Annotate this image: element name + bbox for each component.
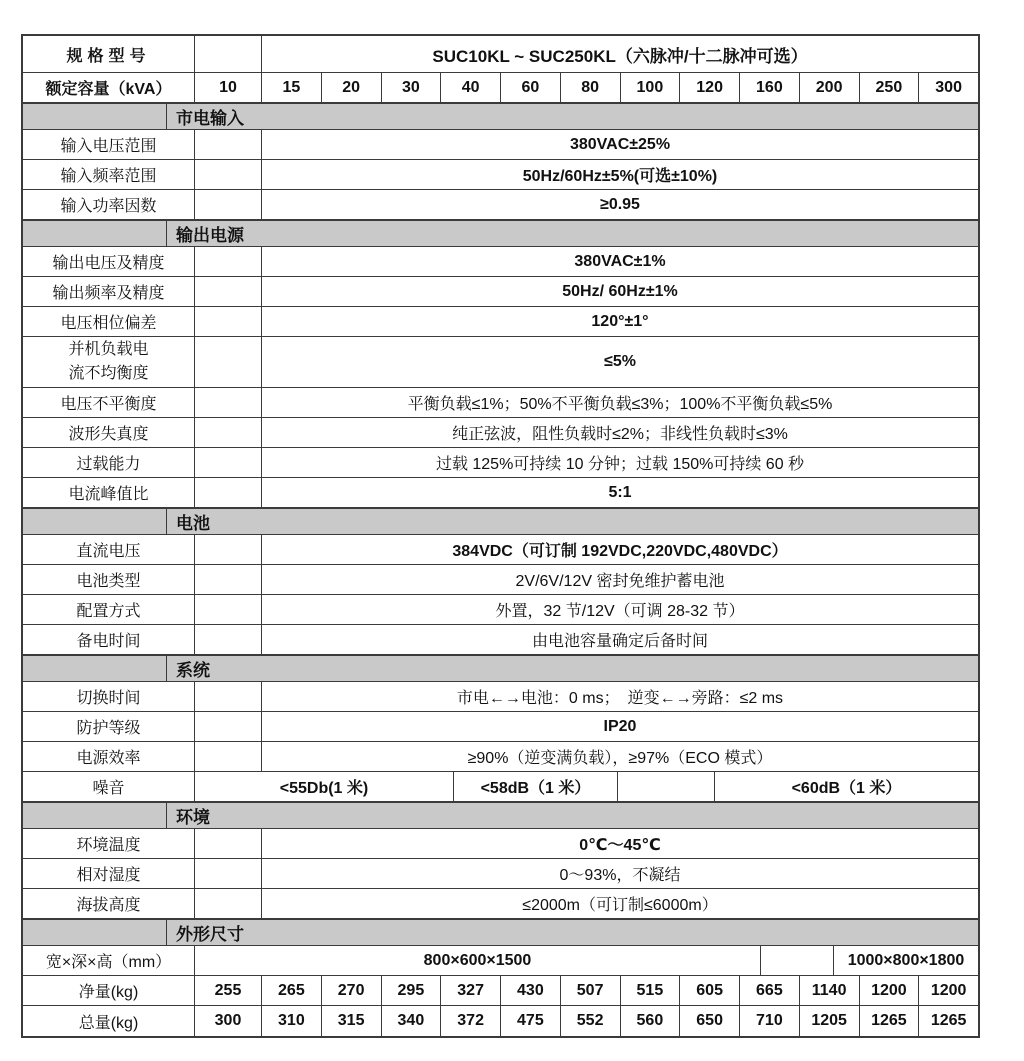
section-dimensions [23, 919, 978, 946]
section-pad [23, 656, 167, 681]
gross-weight-value: 1265 [930, 1012, 967, 1029]
noise-value-medium: <58dB（1 米） [454, 772, 618, 801]
model-label: 规格型号 [23, 36, 195, 72]
gross-weight-value: 650 [680, 1006, 740, 1036]
row-label: 电池类型 [23, 565, 195, 594]
row-value: ≤2000m（可订制≤6000m） [522, 897, 718, 914]
row-value: 50Hz/60Hz±5%(可选±10%) [522, 168, 718, 185]
row-parallel-load-imbalance [23, 337, 978, 388]
row-value: IP20 [603, 717, 637, 735]
net-weight-value: 1200 [930, 981, 967, 999]
empty-cell [195, 307, 262, 336]
section-output-power [23, 220, 978, 247]
empty-cell [195, 859, 262, 888]
net-weight-value: 270 [322, 976, 382, 1005]
row-input-voltage-range [23, 130, 978, 160]
row-value: 5:1 [608, 483, 632, 501]
section-title: 电池 [176, 514, 210, 533]
row-label: 波形失真度 [23, 418, 195, 447]
row-transfer-time [23, 682, 978, 712]
section-pad [23, 803, 167, 828]
row-crest-factor [23, 478, 978, 508]
row-backup-time [23, 625, 978, 655]
row-model [23, 36, 978, 73]
row-voltage-imbalance [23, 388, 978, 418]
label-line-2: 流不均衡度 [68, 365, 149, 382]
row-efficiency [23, 742, 978, 772]
dimensions-small-models: 800×600×1500 [195, 946, 761, 975]
row-value: 0℃～45℃ [579, 837, 661, 854]
row-value: 外置，32 节/12V（可调 28-32 节） [495, 603, 745, 620]
row-output-voltage [23, 247, 978, 277]
section-mains-input [23, 103, 978, 130]
row-label-text [68, 338, 148, 386]
empty-cell [761, 946, 834, 975]
row-label: 防护等级 [23, 712, 195, 741]
row-value: 由电池容量确定后备时间 [531, 633, 708, 650]
capacity-value: 15 [262, 73, 322, 102]
capacity-value: 100 [621, 73, 681, 102]
net-weight-value: 327 [441, 976, 501, 1005]
row-label: 电源效率 [23, 742, 195, 771]
section-pad [23, 104, 167, 129]
row-label: 切换时间 [23, 682, 195, 711]
net-weight-value: 295 [382, 976, 442, 1005]
section-title: 输出电源 [176, 226, 244, 245]
row-net-weight [23, 976, 978, 1006]
row-gross-weight [23, 1006, 978, 1036]
row-label: 输入功率因数 [23, 190, 195, 219]
net-weight-value: 1200 [860, 976, 920, 1005]
row-label [23, 337, 195, 387]
row-label: 总量(kg) [23, 1006, 195, 1036]
row-label: 输入频率范围 [23, 160, 195, 189]
empty-cell [195, 130, 262, 159]
row-label: 输出电压及精度 [23, 247, 195, 276]
capacity-value: 60 [501, 73, 561, 102]
dimensions-large-models: 1000×800×1800 [847, 951, 965, 969]
row-label: 海拔高度 [23, 889, 195, 918]
row-label: 直流电压 [23, 535, 195, 564]
gross-weight-value: 560 [621, 1006, 681, 1036]
net-weight-value: 255 [195, 976, 262, 1005]
capacity-value: 300 [935, 78, 962, 96]
empty-cell [195, 160, 262, 189]
row-capacity [23, 73, 978, 103]
capacity-value: 200 [800, 73, 860, 102]
capacity-value: 10 [195, 73, 262, 102]
net-weight-value: 515 [621, 976, 681, 1005]
net-weight-value: 507 [561, 976, 621, 1005]
net-weight-value: 265 [262, 976, 322, 1005]
empty-cell [195, 595, 262, 624]
row-battery-type [23, 565, 978, 595]
section-title: 系统 [176, 661, 210, 680]
gross-weight-value: 310 [262, 1006, 322, 1036]
section-title: 环境 [176, 808, 210, 827]
gross-weight-value: 710 [740, 1006, 800, 1036]
gross-weight-value: 475 [501, 1006, 561, 1036]
row-noise [23, 772, 978, 802]
row-value: 380VAC±25% [569, 135, 671, 153]
row-label: 备电时间 [23, 625, 195, 654]
capacity-value: 20 [322, 73, 382, 102]
empty-cell [195, 889, 262, 918]
row-value: 50Hz/ 60Hz±1% [562, 282, 678, 300]
spec-table [21, 34, 980, 1038]
capacity-value: 40 [441, 73, 501, 102]
empty-cell [195, 337, 262, 387]
capacity-label: 额定容量（kVA） [23, 73, 195, 102]
section-title: 市电输入 [176, 109, 244, 128]
empty-cell [195, 418, 262, 447]
empty-cell [195, 478, 262, 507]
empty-cell [195, 190, 262, 219]
empty-cell [195, 388, 262, 417]
row-label: 电压不平衡度 [23, 388, 195, 417]
row-input-frequency-range [23, 160, 978, 190]
section-pad [23, 920, 167, 945]
row-operating-temperature [23, 829, 978, 859]
row-label: 电压相位偏差 [23, 307, 195, 336]
section-pad [23, 221, 167, 246]
row-dc-voltage [23, 535, 978, 565]
label-line-1: 并机负载电 [68, 341, 149, 358]
gross-weight-value: 372 [441, 1006, 501, 1036]
gross-weight-value: 315 [322, 1006, 382, 1036]
row-label: 相对湿度 [23, 859, 195, 888]
model-range: SUC10KL ~ SUC250KL（六脉冲/十二脉冲可选） [432, 46, 808, 66]
row-label: 电流峰值比 [23, 478, 195, 507]
gross-weight-value: 300 [195, 1006, 262, 1036]
row-battery-configuration [23, 595, 978, 625]
row-value: 0～93%，不凝结 [559, 867, 681, 884]
row-waveform-distortion [23, 418, 978, 448]
empty-cell [195, 682, 262, 711]
capacity-value: 80 [561, 73, 621, 102]
row-value: 120°±1° [591, 312, 649, 330]
row-label: 过载能力 [23, 448, 195, 477]
noise-value-large: <60dB（1 米） [791, 780, 902, 797]
row-value: 市电←→电池：0 ms； 逆变←→旁路：≤2 ms [456, 690, 784, 707]
gross-weight-value: 1265 [860, 1006, 920, 1036]
empty-cell [195, 742, 262, 771]
empty-cell [195, 36, 262, 72]
row-value: 过载 125%可持续 10 分钟；过载 150%可持续 60 秒 [435, 456, 805, 473]
gross-weight-value: 1205 [800, 1006, 860, 1036]
section-pad [23, 509, 167, 534]
empty-cell [195, 712, 262, 741]
row-relative-humidity [23, 859, 978, 889]
row-altitude [23, 889, 978, 919]
capacity-value: 160 [740, 73, 800, 102]
empty-cell [195, 565, 262, 594]
section-battery [23, 508, 978, 535]
empty-cell [195, 448, 262, 477]
row-value: ≥90%（逆变满负载），≥97%（ECO 模式） [467, 750, 773, 767]
empty-cell [195, 247, 262, 276]
empty-cell [195, 535, 262, 564]
gross-weight-value: 552 [561, 1006, 621, 1036]
empty-cell [618, 772, 715, 801]
row-protection-rating [23, 712, 978, 742]
net-weight-value: 665 [740, 976, 800, 1005]
net-weight-value: 605 [680, 976, 740, 1005]
row-value: ≥0.95 [600, 195, 640, 213]
section-environment [23, 802, 978, 829]
row-value: 平衡负载≤1%；50%不平衡负载≤3%；100%不平衡负载≤5% [407, 396, 833, 413]
row-label: 配置方式 [23, 595, 195, 624]
row-phase-deviation [23, 307, 978, 337]
empty-cell [195, 829, 262, 858]
row-value: 380VAC±1% [574, 252, 666, 270]
row-value: 2V/6V/12V 密封免维护蓄电池 [515, 573, 725, 590]
row-label: 输出频率及精度 [23, 277, 195, 306]
row-label: 噪音 [23, 772, 195, 801]
row-output-frequency [23, 277, 978, 307]
noise-value-small: <55Db(1 米) [195, 772, 454, 801]
empty-cell [195, 625, 262, 654]
empty-cell [195, 277, 262, 306]
capacity-value: 250 [860, 73, 920, 102]
row-value: 384VDC（可订制 192VDC,220VDC,480VDC） [452, 543, 788, 560]
row-label: 输入电压范围 [23, 130, 195, 159]
row-label: 净量(kg) [23, 976, 195, 1005]
section-title: 外形尺寸 [176, 925, 244, 944]
row-input-power-factor [23, 190, 978, 220]
row-value: 纯正弦波，阻性负载时≤2%；非线性负载时≤3% [452, 426, 788, 443]
gross-weight-value: 340 [382, 1006, 442, 1036]
row-label: 宽×深×高（mm） [23, 946, 195, 975]
net-weight-value: 430 [501, 976, 561, 1005]
section-system [23, 655, 978, 682]
capacity-value: 30 [382, 73, 442, 102]
row-value: ≤5% [604, 353, 636, 370]
row-dimensions [23, 946, 978, 976]
row-overload-capacity [23, 448, 978, 478]
row-label: 环境温度 [23, 829, 195, 858]
net-weight-value: 1140 [800, 976, 860, 1005]
capacity-value: 120 [680, 73, 740, 102]
